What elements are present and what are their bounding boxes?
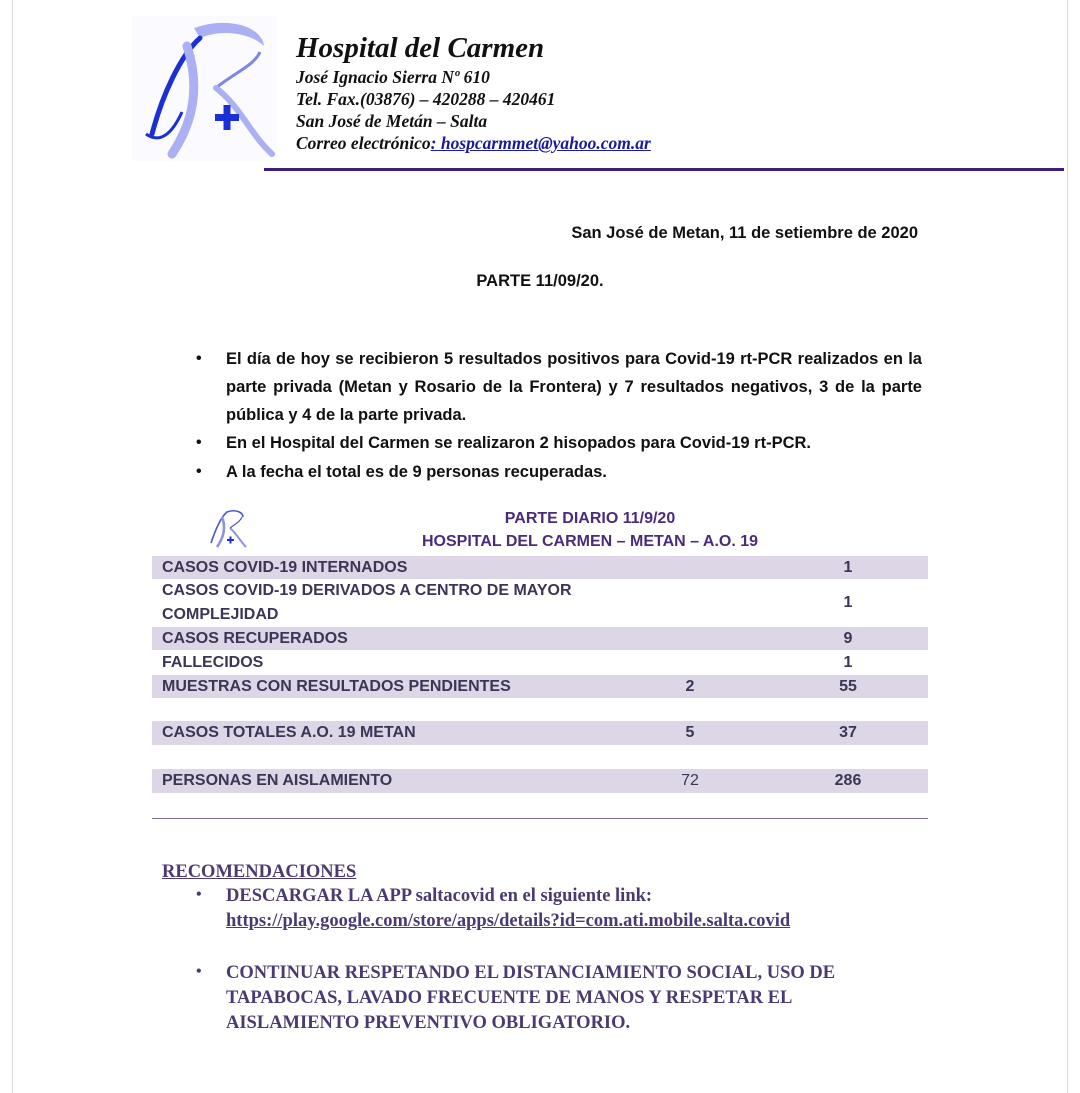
hospital-name: Hospital del Carmen bbox=[296, 32, 545, 64]
hospital-address: José Ignacio Sierra Nº 610 bbox=[296, 67, 490, 87]
bullet-text: A la fecha el total es de 9 personas recuperadas. bbox=[226, 463, 607, 481]
row-value-day: 2 bbox=[685, 678, 695, 695]
row-value-total: 9 bbox=[843, 630, 853, 647]
table-subtitle: HOSPITAL DEL CARMEN – METAN – A.O. 19 bbox=[421, 533, 759, 550]
bullet-dot: • bbox=[196, 350, 202, 367]
header-divider bbox=[264, 168, 1064, 171]
row-value-total: 1 bbox=[843, 594, 853, 611]
hospital-email-line bbox=[296, 132, 651, 154]
row-value-total: 37 bbox=[839, 724, 857, 741]
table-row bbox=[152, 651, 928, 674]
bullet-dot: • bbox=[196, 886, 202, 903]
table-title: PARTE DIARIO 11/9/20 bbox=[504, 510, 676, 527]
row-value-total: 1 bbox=[843, 654, 853, 671]
table-row bbox=[152, 769, 928, 793]
row-label-line: COMPLEJIDAD bbox=[162, 606, 279, 623]
row-label: PERSONAS EN AISLAMIENTO bbox=[162, 772, 393, 789]
row-label: FALLECIDOS bbox=[162, 654, 264, 671]
table-row bbox=[152, 675, 928, 698]
recommendations-heading: RECOMENDACIONES bbox=[162, 862, 357, 882]
hospital-logo bbox=[132, 16, 277, 161]
row-label bbox=[162, 579, 572, 627]
row-label: CASOS RECUPERADOS bbox=[162, 630, 348, 647]
email-link[interactable]: : hospcarmmet@yahoo.com.ar bbox=[430, 133, 651, 153]
hospital-city: San José de Metán – Salta bbox=[296, 111, 488, 131]
table-row bbox=[152, 556, 928, 579]
table-logo bbox=[205, 507, 247, 549]
row-label-line: CASOS COVID-19 DERIVADOS A CENTRO DE MAYOR bbox=[162, 582, 572, 599]
bullet-item bbox=[196, 345, 922, 429]
bullet-dot: • bbox=[196, 963, 202, 980]
date-line: San José de Metan, 11 de setiembre de 2020 bbox=[571, 224, 918, 242]
bullet-item bbox=[196, 458, 922, 486]
table-row bbox=[152, 627, 928, 650]
bullet-dot: • bbox=[196, 463, 202, 480]
bullet-text: En el Hospital del Carmen se realizaron 2 hisopados para Covid-19 rt-PCR. bbox=[226, 434, 811, 452]
hospital-phone: Tel. Fax.(03876) – 420288 – 420461 bbox=[296, 89, 556, 109]
row-value-total: 1 bbox=[843, 559, 853, 576]
recommendation-text-line: AISLAMIENTO PREVENTIVO OBLIGATORIO. bbox=[226, 1013, 631, 1033]
table-row bbox=[152, 721, 928, 745]
row-label: MUESTRAS CON RESULTADOS PENDIENTES bbox=[162, 678, 511, 695]
row-value-total: 286 bbox=[834, 772, 862, 789]
letterhead bbox=[296, 30, 651, 154]
row-value-day: 72 bbox=[681, 772, 699, 789]
bullet-text: El día de hoy se recibieron 5 resultados positivos para Covid-19 rt-PCR realizados en la parte privada (Metan y Rosario de la Frontera) y 7 resultados negativos, 3 de la parte pública y 4 de la parte privada. bbox=[226, 350, 922, 424]
bullet-item bbox=[196, 429, 922, 457]
recommendation-text-line: CONTINUAR RESPETANDO EL DISTANCIAMIENTO SOCIAL, USO DE bbox=[226, 963, 836, 983]
app-download-link[interactable]: https://play.google.com/store/apps/details?id=com.ati.mobile.salta.covid bbox=[226, 911, 791, 931]
table-row bbox=[152, 579, 928, 626]
recommendation-download-app: DESCARGAR LA APP saltacovid en el siguiente link: bbox=[226, 886, 653, 906]
row-label: CASOS COVID-19 INTERNADOS bbox=[162, 559, 408, 576]
table-bottom-rule bbox=[152, 818, 928, 819]
bullet-dot: • bbox=[196, 434, 202, 451]
row-value-day: 5 bbox=[685, 724, 695, 741]
row-label: CASOS TOTALES A.O. 19 METAN bbox=[162, 724, 416, 741]
row-value-total: 55 bbox=[839, 678, 857, 695]
recommendation-text-line: TAPABOCAS, LAVADO FRECUENTE DE MANOS Y RESPETAR EL bbox=[226, 988, 793, 1008]
email-label: Correo electrónico bbox=[296, 133, 431, 153]
report-title: PARTE 11/09/20. bbox=[476, 272, 604, 290]
